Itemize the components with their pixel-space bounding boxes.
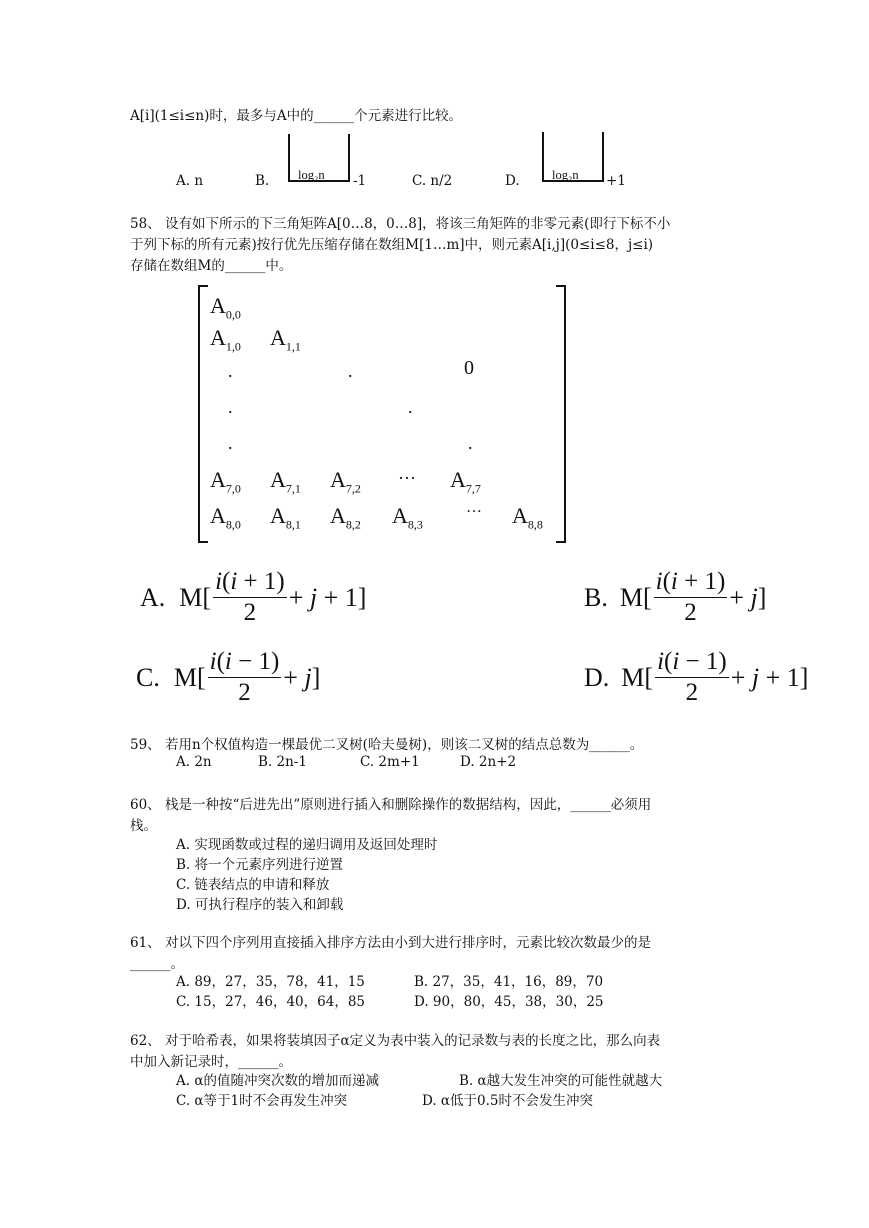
q60-line-1: 60、 栈是一种按“后进先出”原则进行插入和删除操作的数据结构，因此，______必须用: [130, 797, 652, 813]
q57-option-b-log: log₂n: [298, 168, 325, 182]
q61-option-b: B. 27，35，41，16，89，70: [414, 974, 604, 990]
q62-option-d: D. α低于0.5时不会发生冲突: [422, 1093, 594, 1109]
q60-option-a: A. 实现函数或过程的递归调用及返回处理时: [176, 837, 438, 853]
q62-option-a: A. α的值随冲突次数的增加而递减: [176, 1073, 379, 1089]
matrix-cell-a77: $A_{7,7}$: [450, 467, 481, 496]
matrix-cell-a80: $A_{8,0}$: [210, 503, 241, 532]
lower-triangular-matrix: [198, 285, 566, 539]
matrix-cell-a10: $A_{1,0}$: [210, 325, 241, 354]
q60-line-2: 栈。: [130, 818, 157, 834]
q61-line-1: 61、 对以下四个序列用直接插入排序方法由小到大进行排序时，元素比较次数最少的是: [130, 935, 651, 951]
q57-option-b-floor: [288, 134, 350, 182]
q57-option-b-label: B.: [255, 173, 270, 189]
matrix-cell-a83: $A_{8,3}$: [392, 503, 423, 532]
q58-line-2: 于列下标的所有元素)按行优先压缩存储在数组M[1…m]中，则元素A[i,j](0≤i≤8，j≤i): [130, 237, 654, 253]
q62-line-1: 62、 对于哈希表，如果将装填因子α定义为表中装入的记录数与表的长度之比，那么向表: [130, 1033, 661, 1049]
q59-option-c: C. 2m+1: [360, 754, 420, 770]
q58-option-b: B. M[ $\frac{i(i + 1)}{2}$ + j ]: [584, 568, 767, 626]
matrix-cell-a88: $A_{8,8}$: [512, 503, 543, 532]
matrix-dot: .: [408, 397, 413, 417]
matrix-cell-a81: $A_{8,1}$: [270, 503, 301, 532]
q57-option-b-suffix: -1: [353, 173, 367, 189]
matrix-cell-a82: $A_{8,2}$: [330, 503, 361, 532]
matrix-cell-a11: $A_{1,1}$: [270, 325, 301, 354]
q60-option-c: C. 链表结点的申请和释放: [176, 877, 330, 893]
matrix-dot: .: [228, 361, 233, 381]
matrix-ellipsis: …: [398, 463, 416, 483]
q57-text: A[i](1≤i≤n)时，最多与A中的______个元素进行比较。: [130, 108, 463, 124]
q57-option-d-log: log₂n: [552, 168, 579, 182]
q58-line-3: 存储在数组M的______中。: [130, 258, 293, 274]
matrix-cell-a72: $A_{7,2}$: [330, 467, 361, 496]
matrix-dot: .: [228, 397, 233, 417]
matrix-zero: 0: [464, 357, 474, 379]
q62-option-c: C. α等于1时不会再发生冲突: [176, 1093, 348, 1109]
q59-text: 59、 若用n个权值构造一棵最优二叉树(哈夫曼树)，则该二叉树的结点总数为______。: [130, 737, 644, 753]
q61-option-a: A. 89，27，35，78，41，15: [176, 974, 365, 990]
q62-option-b: B. α越大发生冲突的可能性就越大: [459, 1073, 663, 1089]
q59-option-b: B. 2n-1: [258, 754, 307, 770]
q58-option-a: A. M[ $\frac{i(i + 1)}{2}$ + j + 1]: [140, 568, 367, 626]
q57-option-c: C. n/2: [412, 173, 453, 189]
matrix-right-bracket: [556, 285, 566, 543]
q57-option-d-label: D.: [505, 173, 520, 189]
q58-option-c: C. M[ $\frac{i(i - 1)}{2}$ + j ]: [136, 648, 321, 706]
q59-option-d: D. 2n+2: [460, 754, 517, 770]
matrix-ellipsis: …: [466, 499, 482, 516]
q57-option-d-suffix: +1: [606, 173, 626, 189]
matrix-cell-a00: $A_{0,0}$: [210, 293, 241, 322]
q57-option-a: A. n: [176, 173, 204, 189]
q61-line-2: ______。: [130, 956, 184, 972]
q58-option-d: D. M[ $\frac{i(i - 1)}{2}$ + j + 1]: [584, 648, 809, 706]
q57-option-d-floor: [542, 132, 604, 182]
matrix-cell-a71: $A_{7,1}$: [270, 467, 301, 496]
matrix-cell-a70: $A_{7,0}$: [210, 467, 241, 496]
q60-option-d: D. 可执行程序的装入和卸载: [176, 897, 344, 913]
q61-option-d: D. 90，80，45，38，30，25: [414, 994, 604, 1010]
matrix-dot: .: [228, 433, 233, 453]
matrix-left-bracket: [198, 285, 208, 543]
q61-option-c: C. 15，27，46，40，64，85: [176, 994, 365, 1010]
matrix-dot: .: [468, 433, 473, 453]
q62-line-2: 中加入新记录时，______。: [130, 1054, 292, 1070]
q58-line-1: 58、 设有如下所示的下三角矩阵A[0…8，0…8]，将该三角矩阵的非零元素(即行下标不小: [130, 216, 671, 232]
matrix-dot: .: [348, 361, 353, 381]
q59-option-a: A. 2n: [176, 754, 212, 770]
q60-option-b: B. 将一个元素序列进行逆置: [176, 857, 344, 873]
